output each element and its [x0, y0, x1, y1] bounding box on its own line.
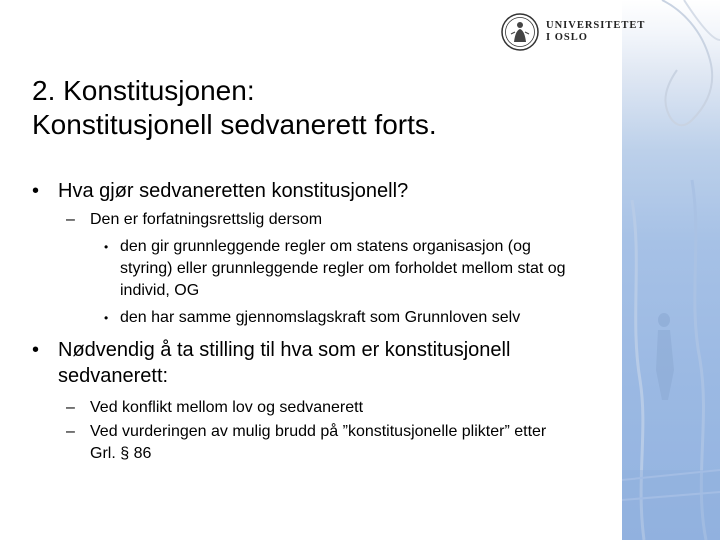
logo-line-1: UNIVERSITETET [546, 20, 646, 31]
dash-marker: – [66, 399, 75, 416]
logo-line-2: I OSLO [546, 32, 588, 43]
dash-marker: – [66, 211, 75, 228]
bullet-text: Hva gjør sedvaneretten konstitusjonell? [58, 180, 409, 202]
sub-sub-bullet-text-line-1: den gir grunnleggende regler om statens organisasjon (og [120, 238, 531, 255]
bullet-text-line-2: sedvanerett: [58, 365, 169, 387]
sub-bullet-text: Den er forfatningsrettslig dersom [90, 211, 323, 228]
small-bullet-marker: • [104, 311, 109, 325]
bullet-marker: • [32, 180, 40, 202]
dash-marker: – [66, 423, 75, 440]
slide-title [32, 74, 612, 142]
university-seal-icon [500, 12, 540, 52]
sub-sub-bullet-text-line-3: individ, OG [120, 282, 200, 299]
sub-bullet-text-line-1: Ved vurderingen av mulig brudd på ”konstitusjonelle plikter” etter [90, 423, 547, 440]
sub-sub-bullet-text-line-2: styring) eller grunnleggende regler om forholdet mellom stat og [120, 260, 566, 277]
sub-bullet-text: Ved konflikt mellom lov og sedvanerett [90, 399, 364, 416]
small-bullet-marker: • [104, 240, 109, 254]
decorative-side-panel [622, 0, 720, 540]
bullet-text-line-1: Nødvendig å ta stilling til hva som er konstitusjonell [58, 339, 511, 361]
sub-sub-bullet-text: den har samme gjennomslagskraft som Grunnloven selv [120, 309, 521, 326]
title-line-2: Konstitusjonell sedvanerett forts. [32, 109, 437, 140]
sub-bullet-text-line-2: Grl. § 86 [90, 445, 152, 462]
statue-relief-image [622, 0, 720, 540]
bullet-marker: • [32, 339, 40, 361]
title-line-1: 2. Konstitusjonen: [32, 75, 255, 106]
